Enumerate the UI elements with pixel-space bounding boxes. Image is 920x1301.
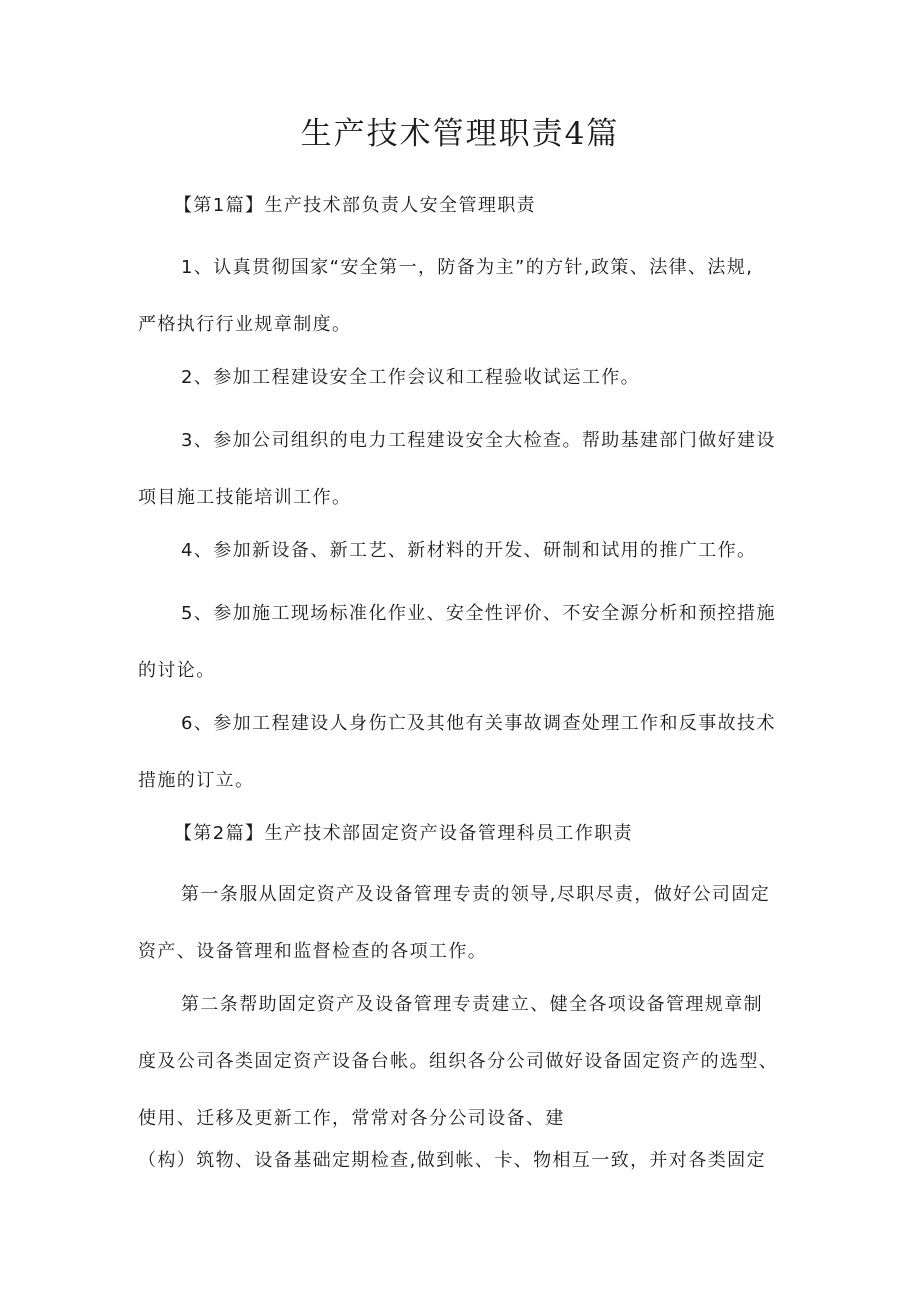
paragraph-line: （构）筑物、设备基础定期检查,做到帐、卡、物相互一致，并对各类固定 <box>138 1150 766 1171</box>
paragraph-line: 5、参加施工现场标准化作业、安全性评价、不安全源分析和预控措施 <box>181 603 776 624</box>
paragraph-line: 4、参加新设备、新工艺、新材料的开发、研制和试用的推广工作。 <box>181 540 757 561</box>
clause-paragraph <box>138 976 798 1147</box>
section-heading-text: 【第2篇】生产技术部固定资产设备管理科员工作职责 <box>174 823 634 844</box>
paragraph-line: 措施的订立。 <box>138 770 255 791</box>
paragraph-line: 3、参加公司组织的电力工程建设安全大检查。帮助基建部门做好建设 <box>181 430 776 451</box>
paragraph-line: 第一条服从固定资产及设备管理专责的领导,尽职尽责，做好公司固定 <box>181 884 771 905</box>
clause-paragraph <box>138 522 798 579</box>
clause-paragraph <box>138 866 798 980</box>
clause-paragraph <box>138 349 798 406</box>
clause-paragraph <box>138 585 798 699</box>
paragraph-line: 2、参加工程建设安全工作会议和工程验收试运工作。 <box>181 367 641 388</box>
clause-paragraph <box>138 412 798 526</box>
clause-paragraph <box>138 239 798 353</box>
paragraph-line: 第二条帮助固定资产及设备管理专责建立、健全各项设备管理规章制 <box>181 994 763 1015</box>
paragraph-line: 使用、迁移及更新工作，常常对各分公司设备、建 <box>138 1108 565 1129</box>
paragraph-line: 的讨论。 <box>138 660 216 681</box>
paragraph-line: 严格执行行业规章制度。 <box>138 314 352 335</box>
section-heading-text: 【第1篇】生产技术部负责人安全管理职责 <box>174 195 537 216</box>
paragraph-line: 6、参加工程建设人身伤亡及其他有关事故调查处理工作和反事故技术 <box>181 713 776 734</box>
section-heading <box>138 177 834 234</box>
paragraph-line: 1、认真贯彻国家“安全第一，防备为主”的方针,政策、法律、法规, <box>181 257 754 278</box>
clause-paragraph <box>138 695 798 809</box>
paragraph-line: 度及公司各类固定资产设备台帐。组织各分公司做好设备固定资产的选型、 <box>138 1051 779 1072</box>
document-title: 生产技术管理职责4篇 <box>300 116 620 152</box>
paragraph-line: 项目施工技能培训工作。 <box>138 487 352 508</box>
paragraph-line: 资产、设备管理和监督检查的各项工作。 <box>138 941 488 962</box>
clause-paragraph <box>138 1132 798 1189</box>
section-heading <box>138 805 834 862</box>
